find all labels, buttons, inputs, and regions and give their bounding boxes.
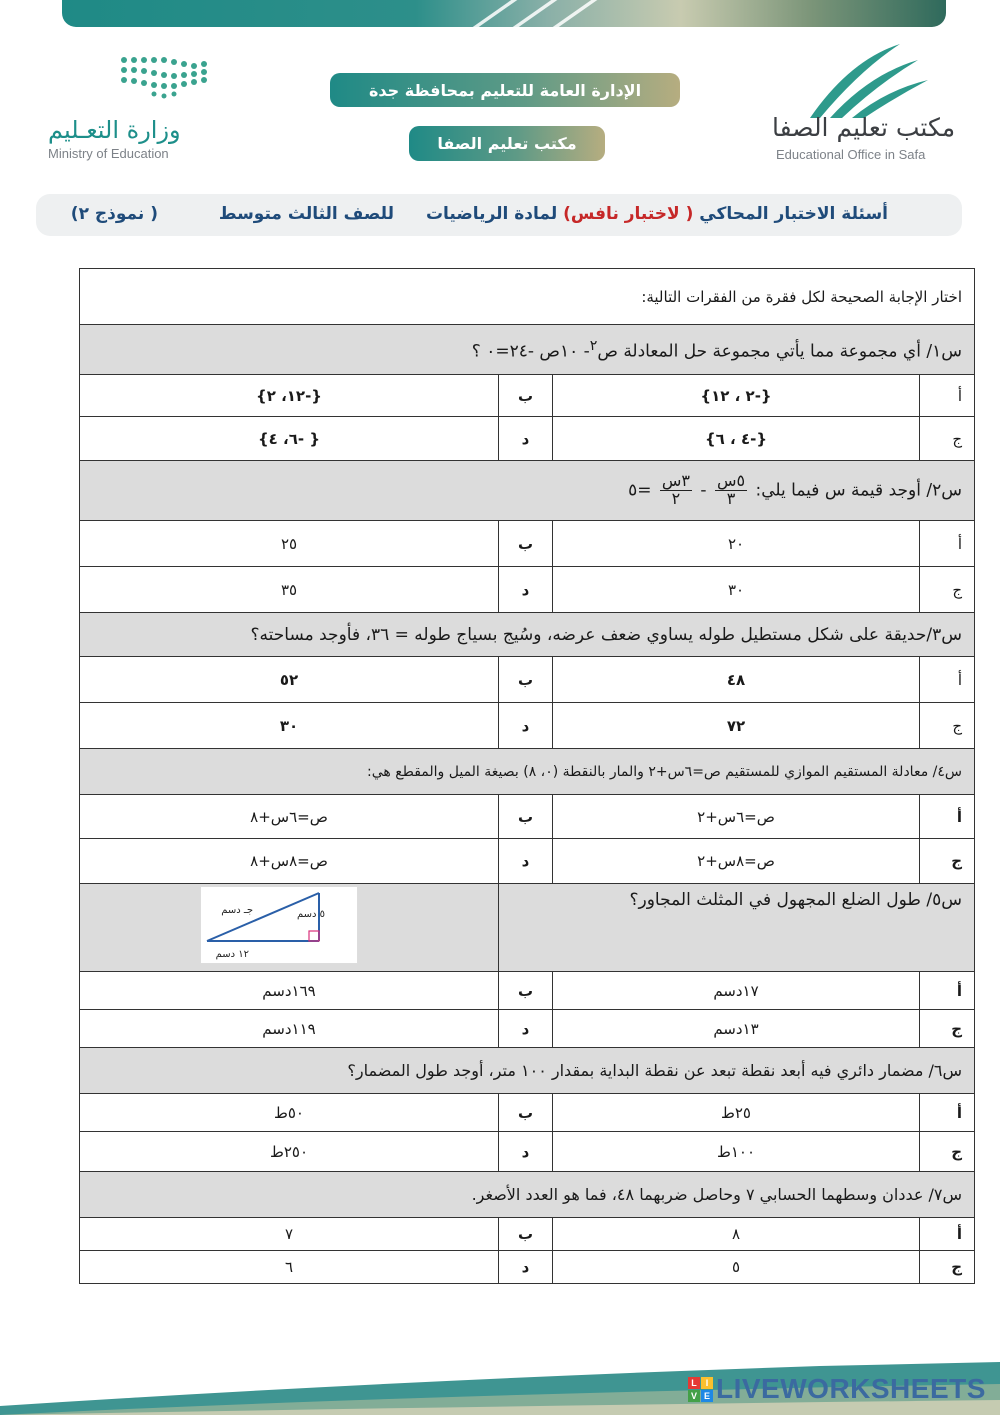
option-letter: د	[499, 839, 553, 884]
option-answer[interactable]: { -٦، ٤}	[80, 417, 499, 461]
question-4: س٤/ معادلة المستقيم الموازي للمستقيم ص=٦س+٢ والمار بالنقطة (٠، ٨) بصيغة الميل والمقطع هي:	[80, 749, 975, 795]
option-letter: ج	[920, 567, 975, 613]
minus-sign: -	[695, 480, 707, 501]
question-1-exponent: ٢	[589, 337, 598, 354]
question-2	[80, 461, 975, 521]
option-answer[interactable]: ٣٥	[80, 567, 499, 613]
option-answer[interactable]: ٥٢	[80, 657, 499, 703]
fraction-numerator: ٥س	[716, 471, 746, 491]
option-letter: ب	[499, 657, 553, 703]
exam-title-subject: لمادة الرياضيات	[425, 204, 564, 224]
option-answer[interactable]: ١٧دسم	[553, 972, 920, 1010]
fraction-5x-over-3	[715, 473, 747, 508]
right-angle-mark	[309, 931, 319, 941]
answer-row	[80, 567, 975, 613]
option-letter: د	[499, 1132, 553, 1172]
answer-row	[80, 1218, 975, 1251]
option-answer[interactable]: ٣٠	[553, 567, 920, 613]
band-stripe	[553, 0, 598, 27]
question-1	[80, 325, 975, 375]
directorate-pill: الإدارة العامة للتعليم بمحافظة جدة	[330, 73, 680, 107]
answer-row	[80, 417, 975, 461]
question-row	[80, 461, 975, 521]
option-letter: د	[499, 703, 553, 749]
answer-row	[80, 657, 975, 703]
exam-model: ( نموذج ٢)	[70, 204, 158, 224]
option-answer[interactable]: ص=٦س+٨	[80, 795, 499, 839]
option-letter: ج	[920, 839, 975, 884]
option-letter: ب	[499, 1094, 553, 1132]
option-answer[interactable]: ٧٢	[553, 703, 920, 749]
answer-row	[80, 972, 975, 1010]
equals-five: =٥	[628, 480, 652, 501]
fraction-3x-over-2	[660, 473, 692, 508]
answer-row	[80, 839, 975, 884]
option-answer[interactable]: ١٠٠ط	[553, 1132, 920, 1172]
liveworksheets-watermark	[688, 1374, 986, 1404]
option-answer[interactable]: ٨	[553, 1218, 920, 1251]
option-letter: أ	[920, 795, 975, 839]
option-letter: ب	[499, 1218, 553, 1251]
question-5: س٥/ طول الضلع المجهول في المثلث المجاور؟	[499, 884, 975, 972]
option-answer[interactable]: ٦	[80, 1251, 499, 1284]
option-letter: أ	[920, 972, 975, 1010]
instructions: اختار الإجابة الصحيحة لكل فقرة من الفقرات التالية:	[80, 269, 975, 325]
option-letter: د	[499, 567, 553, 613]
option-answer[interactable]: ٤٨	[553, 657, 920, 703]
option-answer[interactable]: ١١٩دسم	[80, 1010, 499, 1048]
answer-row	[80, 375, 975, 417]
question-row	[80, 325, 975, 375]
question-7: س٧/ عددان وسطهما الحسابي ٧ وحاصل ضربهما ٤٨، فما هو العدد الأصغر.	[80, 1172, 975, 1218]
option-letter: ج	[920, 703, 975, 749]
band-stripe	[513, 0, 558, 27]
option-letter: أ	[920, 521, 975, 567]
liveworksheets-brand: LIVEWORKSHEETS	[716, 1373, 986, 1404]
exam-title	[426, 204, 888, 224]
option-answer[interactable]: ص=٨س+٨	[80, 839, 499, 884]
answer-row	[80, 521, 975, 567]
fraction-denominator: ٢	[671, 489, 681, 508]
option-answer[interactable]: ١٦٩دسم	[80, 972, 499, 1010]
logo-cell: V	[688, 1390, 700, 1402]
option-answer[interactable]: ٥	[553, 1251, 920, 1284]
exam-title-part1: أسئلة الاختبار المحاكي	[693, 204, 888, 224]
question-row	[80, 1172, 975, 1218]
logo-cell: E	[701, 1390, 713, 1402]
office-arabic-name: مكتب تعليم الصفا	[772, 113, 956, 142]
option-letter: أ	[920, 1218, 975, 1251]
question-row	[80, 1048, 975, 1094]
option-answer[interactable]: {-٢ ، ١٢}	[553, 375, 920, 417]
option-answer[interactable]: ٣٠	[80, 703, 499, 749]
question-3: س٣/حديقة على شكل مستطيل طوله يساوي ضعف عرضه، وسُيج بسياج طوله = ٣٦، فأوجد مساحته؟	[80, 613, 975, 657]
office-pill: مكتب تعليم الصفا	[409, 126, 605, 161]
option-letter: ب	[499, 375, 553, 417]
answer-row	[80, 703, 975, 749]
option-letter: ج	[920, 417, 975, 461]
triangle-figure-cell	[80, 884, 499, 972]
answer-row	[80, 795, 975, 839]
option-answer[interactable]: ٢٥	[80, 521, 499, 567]
question-row	[80, 884, 975, 972]
ministry-arabic-name: وزارة التعـليم	[48, 116, 181, 144]
answer-row	[80, 1132, 975, 1172]
question-1-text-b: - ١٠ص -٢٤=٠ ؟	[471, 341, 590, 362]
question-6: س٦/ مضمار دائري فيه أبعد نقطة تبعد عن نقطة البداية بمقدار ١٠٠ متر، أوجد طول المضمار؟	[80, 1048, 975, 1094]
option-letter: ب	[499, 795, 553, 839]
logo-cell: L	[688, 1377, 700, 1389]
option-letter: ج	[920, 1251, 975, 1284]
option-answer[interactable]: ص=٦س+٢	[553, 795, 920, 839]
option-answer[interactable]: ٢٠	[553, 521, 920, 567]
exam-title-nafes: ( لاختبار نافس)	[563, 204, 694, 224]
question-1-text-a: س١/ أي مجموعة مما يأتي مجموعة حل المعادلة ص	[597, 341, 962, 362]
option-answer[interactable]: {-٤ ، ٦}	[553, 417, 920, 461]
option-letter: ب	[499, 972, 553, 1010]
question-row	[80, 613, 975, 657]
question-2-text: س٢/ أوجد قيمة س فيما يلي:	[750, 480, 962, 501]
option-letter: أ	[920, 1094, 975, 1132]
option-letter: د	[499, 1010, 553, 1048]
top-decorative-band	[62, 0, 946, 27]
triangle-base-label: ١٢ دسم	[215, 949, 249, 960]
liveworksheets-logo-icon	[688, 1377, 713, 1402]
option-answer[interactable]: ٧	[80, 1218, 499, 1251]
option-answer[interactable]: ٢٥ط	[553, 1094, 920, 1132]
option-letter: أ	[920, 657, 975, 703]
band-stripe	[473, 0, 518, 27]
option-letter: ج	[920, 1010, 975, 1048]
option-answer[interactable]: ٢٥٠ط	[80, 1132, 499, 1172]
ministry-english-name: Ministry of Education	[48, 146, 169, 161]
option-answer[interactable]: ١٣دسم	[553, 1010, 920, 1048]
option-letter: أ	[920, 375, 975, 417]
answer-row	[80, 1251, 975, 1284]
option-letter: د	[499, 1251, 553, 1284]
option-answer[interactable]: ٥٠ط	[80, 1094, 499, 1132]
office-english-name: Educational Office in Safa	[776, 147, 926, 162]
answer-row	[80, 1010, 975, 1048]
triangle-hypotenuse-label: جـ دسم	[221, 905, 253, 916]
option-letter: د	[499, 417, 553, 461]
answer-row	[80, 1094, 975, 1132]
option-letter: ب	[499, 521, 553, 567]
right-triangle-figure	[200, 886, 358, 964]
question-row	[80, 749, 975, 795]
fraction-numerator: ٣س	[661, 471, 691, 491]
option-answer[interactable]: ص=٨س+٢	[553, 839, 920, 884]
quiz-table	[79, 268, 975, 1284]
instructions-row	[80, 269, 975, 325]
office-swoosh-logo-icon	[790, 40, 930, 120]
logo-cell: I	[701, 1377, 713, 1389]
option-answer[interactable]: {-١٢، ٢}	[80, 375, 499, 417]
fraction-denominator: ٣	[726, 489, 736, 508]
exam-grade: للصف الثالث متوسط	[218, 204, 394, 224]
triangle-side-label: ٥ دسم	[296, 909, 325, 920]
option-letter: ج	[920, 1132, 975, 1172]
